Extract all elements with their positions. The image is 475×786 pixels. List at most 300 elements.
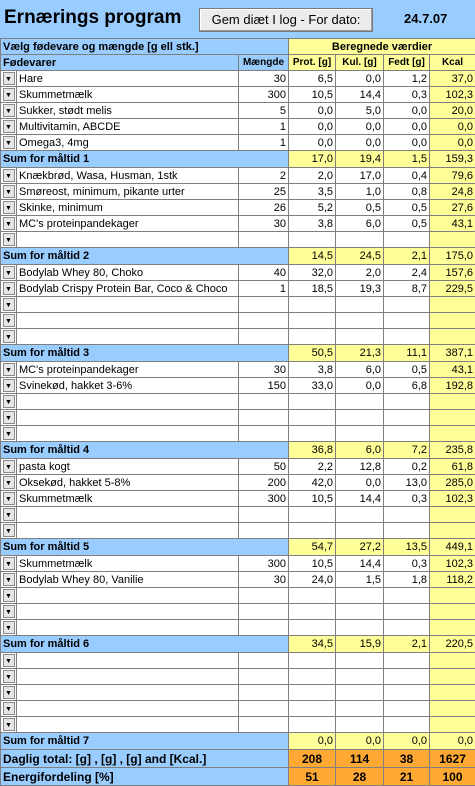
dropdown-arrow-icon[interactable]: ▼ bbox=[3, 573, 15, 586]
amount-cell[interactable]: 300 bbox=[239, 87, 289, 103]
kcal-cell: 43,1 bbox=[430, 216, 475, 232]
amount-cell[interactable] bbox=[239, 523, 289, 539]
food-row bbox=[1, 717, 475, 733]
dropdown-arrow-icon[interactable]: ▼ bbox=[3, 411, 15, 424]
kcal-cell: 102,3 bbox=[430, 87, 475, 103]
food-dropdown-button[interactable] bbox=[1, 459, 17, 475]
sum-fat-cell: 1,5 bbox=[384, 151, 430, 168]
food-dropdown-button[interactable] bbox=[1, 507, 17, 523]
amount-cell[interactable]: 26 bbox=[239, 200, 289, 216]
sum-carbs-cell: 27,2 bbox=[336, 539, 384, 556]
daily-total-row bbox=[1, 750, 475, 768]
fat-cell: 2,4 bbox=[384, 265, 430, 281]
kcal-cell: 37,0 bbox=[430, 71, 475, 87]
sum-protein-cell: 54,7 bbox=[289, 539, 336, 556]
kcal-cell bbox=[430, 588, 475, 604]
amount-cell[interactable]: 40 bbox=[239, 265, 289, 281]
food-row bbox=[1, 653, 475, 669]
carbs-cell: 6,0 bbox=[336, 362, 384, 378]
food-dropdown-button[interactable] bbox=[1, 168, 17, 184]
carbs-cell: 5,0 bbox=[336, 103, 384, 119]
dropdown-arrow-icon[interactable]: ▼ bbox=[3, 621, 15, 634]
dropdown-arrow-icon[interactable]: ▼ bbox=[3, 702, 15, 715]
sum-protein-cell: 50,5 bbox=[289, 345, 336, 362]
food-name-cell[interactable]: Svinekød, hakket 3-6% bbox=[17, 378, 239, 394]
fat-column-header: Fedt [g] bbox=[384, 55, 430, 71]
carbs-cell: 1,0 bbox=[336, 184, 384, 200]
amount-cell[interactable]: 30 bbox=[239, 362, 289, 378]
food-dropdown-button[interactable] bbox=[1, 378, 17, 394]
food-name-cell[interactable] bbox=[17, 410, 239, 426]
food-name-cell[interactable]: Skummetmælk bbox=[17, 556, 239, 572]
dropdown-arrow-icon[interactable]: ▼ bbox=[3, 104, 15, 117]
food-name-cell[interactable] bbox=[17, 394, 239, 410]
amount-cell[interactable] bbox=[239, 685, 289, 701]
fat-cell: 0,4 bbox=[384, 168, 430, 184]
food-column-header: Fødevarer bbox=[1, 55, 239, 71]
dropdown-arrow-icon[interactable]: ▼ bbox=[3, 330, 15, 343]
sum-protein-cell: 34,5 bbox=[289, 636, 336, 653]
sum-carbs-cell: 15,9 bbox=[336, 636, 384, 653]
food-dropdown-button[interactable] bbox=[1, 329, 17, 345]
food-dropdown-button[interactable] bbox=[1, 71, 17, 87]
food-dropdown-button[interactable] bbox=[1, 653, 17, 669]
fat-cell bbox=[384, 620, 430, 636]
kcal-cell bbox=[430, 701, 475, 717]
food-name-cell[interactable]: Bodylab Whey 80, Choko bbox=[17, 265, 239, 281]
kcal-cell: 102,3 bbox=[430, 556, 475, 572]
food-name-cell[interactable]: Bodylab Crispy Protein Bar, Coco & Choco bbox=[17, 281, 239, 297]
sum-fat-cell: 7,2 bbox=[384, 442, 430, 459]
kcal-cell: 285,0 bbox=[430, 475, 475, 491]
kcal-cell: 27,6 bbox=[430, 200, 475, 216]
protein-cell: 3,8 bbox=[289, 362, 336, 378]
dropdown-arrow-icon[interactable]: ▼ bbox=[3, 589, 15, 602]
kcal-cell bbox=[430, 329, 475, 345]
carbs-cell bbox=[336, 410, 384, 426]
protein-cell bbox=[289, 685, 336, 701]
food-dropdown-button[interactable] bbox=[1, 426, 17, 442]
food-dropdown-button[interactable] bbox=[1, 135, 17, 151]
food-name-cell[interactable] bbox=[17, 426, 239, 442]
food-dropdown-button[interactable] bbox=[1, 717, 17, 733]
dropdown-arrow-icon[interactable]: ▼ bbox=[3, 282, 15, 295]
sum-carbs-cell: 0,0 bbox=[336, 733, 384, 750]
amount-cell[interactable] bbox=[239, 426, 289, 442]
dropdown-arrow-icon[interactable]: ▼ bbox=[3, 314, 15, 327]
save-log-button[interactable]: Gem diæt I log - For dato: bbox=[199, 8, 373, 32]
fat-cell: 13,0 bbox=[384, 475, 430, 491]
log-date[interactable]: 24.7.07 bbox=[404, 11, 447, 26]
food-row bbox=[1, 135, 475, 151]
food-dropdown-button[interactable] bbox=[1, 669, 17, 685]
fat-cell: 0,3 bbox=[384, 87, 430, 103]
sum-fat-cell: 0,0 bbox=[384, 733, 430, 750]
food-dropdown-button[interactable] bbox=[1, 556, 17, 572]
food-dropdown-button[interactable] bbox=[1, 701, 17, 717]
kcal-cell bbox=[430, 653, 475, 669]
food-name-cell[interactable] bbox=[17, 297, 239, 313]
kcal-cell: 24,8 bbox=[430, 184, 475, 200]
amount-cell[interactable]: 150 bbox=[239, 378, 289, 394]
fat-cell: 0,8 bbox=[384, 184, 430, 200]
carbs-cell: 2,0 bbox=[336, 265, 384, 281]
sum-kcal-cell: 387,1 bbox=[430, 345, 475, 362]
food-row bbox=[1, 426, 475, 442]
protein-cell: 10,5 bbox=[289, 87, 336, 103]
kcal-cell bbox=[430, 426, 475, 442]
amount-cell[interactable] bbox=[239, 653, 289, 669]
amount-cell[interactable]: 5 bbox=[239, 103, 289, 119]
food-row bbox=[1, 572, 475, 588]
amount-cell[interactable]: 30 bbox=[239, 572, 289, 588]
meal-sum-row bbox=[1, 151, 475, 168]
kcal-cell bbox=[430, 297, 475, 313]
fat-cell: 0,3 bbox=[384, 556, 430, 572]
amount-cell[interactable]: 200 bbox=[239, 475, 289, 491]
dropdown-arrow-icon[interactable]: ▼ bbox=[3, 217, 15, 230]
daily-total-carbs: 114 bbox=[336, 750, 384, 768]
dropdown-arrow-icon[interactable]: ▼ bbox=[3, 120, 15, 133]
kcal-cell: 102,3 bbox=[430, 491, 475, 507]
protein-cell: 10,5 bbox=[289, 556, 336, 572]
food-row bbox=[1, 313, 475, 329]
kcal-cell: 0,0 bbox=[430, 119, 475, 135]
carbs-cell: 0,0 bbox=[336, 119, 384, 135]
food-name-cell[interactable] bbox=[17, 717, 239, 733]
meal-sum-label: Sum for måltid 2 bbox=[1, 248, 289, 265]
food-dropdown-button[interactable] bbox=[1, 685, 17, 701]
food-dropdown-button[interactable] bbox=[1, 265, 17, 281]
kcal-cell bbox=[430, 394, 475, 410]
food-dropdown-button[interactable] bbox=[1, 572, 17, 588]
food-dropdown-button[interactable] bbox=[1, 362, 17, 378]
dropdown-arrow-icon[interactable]: ▼ bbox=[3, 136, 15, 149]
meal-sum-label: Sum for måltid 1 bbox=[1, 151, 289, 168]
sum-carbs-cell: 6,0 bbox=[336, 442, 384, 459]
dropdown-arrow-icon[interactable]: ▼ bbox=[3, 298, 15, 311]
fat-cell bbox=[384, 410, 430, 426]
food-name-cell[interactable]: Smøreost, minimum, pikante urter bbox=[17, 184, 239, 200]
kcal-cell: 229,5 bbox=[430, 281, 475, 297]
energy-distribution-protein: 51 bbox=[289, 768, 336, 786]
protein-cell: 18,5 bbox=[289, 281, 336, 297]
dropdown-arrow-icon[interactable]: ▼ bbox=[3, 492, 15, 505]
kcal-cell: 61,8 bbox=[430, 459, 475, 475]
carbs-cell: 19,3 bbox=[336, 281, 384, 297]
food-name-cell[interactable] bbox=[17, 507, 239, 523]
food-row bbox=[1, 620, 475, 636]
food-row bbox=[1, 265, 475, 281]
kcal-cell: 0,0 bbox=[430, 135, 475, 151]
food-row bbox=[1, 71, 475, 87]
fat-cell bbox=[384, 426, 430, 442]
amount-cell[interactable] bbox=[239, 410, 289, 426]
protein-cell: 32,0 bbox=[289, 265, 336, 281]
fat-cell: 6,8 bbox=[384, 378, 430, 394]
amount-cell[interactable] bbox=[239, 620, 289, 636]
carbs-cell: 1,5 bbox=[336, 572, 384, 588]
food-name-cell[interactable]: Sukker, stødt melis bbox=[17, 103, 239, 119]
food-dropdown-button[interactable] bbox=[1, 232, 17, 248]
fat-cell: 1,8 bbox=[384, 572, 430, 588]
kcal-cell: 79,6 bbox=[430, 168, 475, 184]
carbs-cell bbox=[336, 669, 384, 685]
fat-cell: 0,5 bbox=[384, 200, 430, 216]
protein-cell: 3,5 bbox=[289, 184, 336, 200]
protein-cell bbox=[289, 410, 336, 426]
food-row bbox=[1, 329, 475, 345]
amount-cell[interactable] bbox=[239, 313, 289, 329]
food-dropdown-button[interactable] bbox=[1, 313, 17, 329]
protein-cell bbox=[289, 394, 336, 410]
food-name-cell[interactable] bbox=[17, 588, 239, 604]
protein-cell bbox=[289, 232, 336, 248]
kcal-cell bbox=[430, 410, 475, 426]
amount-cell[interactable]: 1 bbox=[239, 281, 289, 297]
amount-cell[interactable]: 300 bbox=[239, 556, 289, 572]
kcal-cell bbox=[430, 523, 475, 539]
fat-cell bbox=[384, 313, 430, 329]
protein-cell: 5,2 bbox=[289, 200, 336, 216]
nutrition-table bbox=[0, 38, 475, 786]
food-dropdown-button[interactable] bbox=[1, 620, 17, 636]
amount-cell[interactable]: 2 bbox=[239, 168, 289, 184]
dropdown-arrow-icon[interactable]: ▼ bbox=[3, 185, 15, 198]
food-name-cell[interactable] bbox=[17, 620, 239, 636]
carbs-cell: 14,4 bbox=[336, 491, 384, 507]
amount-cell[interactable] bbox=[239, 297, 289, 313]
amount-cell[interactable] bbox=[239, 669, 289, 685]
food-dropdown-button[interactable] bbox=[1, 491, 17, 507]
amount-cell[interactable] bbox=[239, 394, 289, 410]
food-dropdown-button[interactable] bbox=[1, 297, 17, 313]
food-name-cell[interactable]: Skummetmælk bbox=[17, 491, 239, 507]
dropdown-arrow-icon[interactable]: ▼ bbox=[3, 201, 15, 214]
food-row bbox=[1, 232, 475, 248]
sum-protein-cell: 17,0 bbox=[289, 151, 336, 168]
amount-cell[interactable] bbox=[239, 701, 289, 717]
sum-kcal-cell: 449,1 bbox=[430, 539, 475, 556]
food-name-cell[interactable]: Bodylab Whey 80, Vanilie bbox=[17, 572, 239, 588]
sum-carbs-cell: 19,4 bbox=[336, 151, 384, 168]
food-dropdown-button[interactable] bbox=[1, 604, 17, 620]
food-dropdown-button[interactable] bbox=[1, 119, 17, 135]
food-dropdown-button[interactable] bbox=[1, 87, 17, 103]
meal-sum-label: Sum for måltid 4 bbox=[1, 442, 289, 459]
fat-cell: 0,0 bbox=[384, 103, 430, 119]
meal-sum-row bbox=[1, 636, 475, 653]
protein-cell: 6,5 bbox=[289, 71, 336, 87]
protein-cell bbox=[289, 523, 336, 539]
protein-cell: 2,2 bbox=[289, 459, 336, 475]
protein-cell bbox=[289, 701, 336, 717]
dropdown-arrow-icon[interactable]: ▼ bbox=[3, 72, 15, 85]
carbs-cell: 0,0 bbox=[336, 135, 384, 151]
food-name-cell[interactable]: pasta kogt bbox=[17, 459, 239, 475]
dropdown-arrow-icon[interactable]: ▼ bbox=[3, 395, 15, 408]
food-dropdown-button[interactable] bbox=[1, 523, 17, 539]
protein-cell bbox=[289, 297, 336, 313]
food-row bbox=[1, 362, 475, 378]
amount-cell[interactable]: 25 bbox=[239, 184, 289, 200]
food-dropdown-button[interactable] bbox=[1, 394, 17, 410]
fat-cell bbox=[384, 523, 430, 539]
meal-sum-row bbox=[1, 539, 475, 556]
kcal-cell bbox=[430, 232, 475, 248]
food-name-cell[interactable]: Knækbrød, Wasa, Husman, 1stk bbox=[17, 168, 239, 184]
food-name-cell[interactable] bbox=[17, 653, 239, 669]
sum-protein-cell: 0,0 bbox=[289, 733, 336, 750]
food-name-cell[interactable]: Skinke, minimum bbox=[17, 200, 239, 216]
dropdown-arrow-icon[interactable]: ▼ bbox=[3, 654, 15, 667]
fat-cell bbox=[384, 717, 430, 733]
food-dropdown-button[interactable] bbox=[1, 588, 17, 604]
choose-header: Vælg fødevare og mængde [g ell stk.] bbox=[1, 39, 289, 55]
sum-protein-cell: 14,5 bbox=[289, 248, 336, 265]
dropdown-arrow-icon[interactable]: ▼ bbox=[3, 476, 15, 489]
amount-cell[interactable] bbox=[239, 507, 289, 523]
carbs-cell bbox=[336, 507, 384, 523]
protein-cell bbox=[289, 588, 336, 604]
protein-cell: 0,0 bbox=[289, 135, 336, 151]
amount-cell[interactable] bbox=[239, 604, 289, 620]
food-name-cell[interactable]: Multivitamin, ABCDE bbox=[17, 119, 239, 135]
dropdown-arrow-icon[interactable]: ▼ bbox=[3, 686, 15, 699]
dropdown-arrow-icon[interactable]: ▼ bbox=[3, 427, 15, 440]
carbs-cell bbox=[336, 620, 384, 636]
protein-cell bbox=[289, 329, 336, 345]
amount-cell[interactable] bbox=[239, 717, 289, 733]
protein-cell bbox=[289, 313, 336, 329]
food-dropdown-button[interactable] bbox=[1, 475, 17, 491]
carbs-cell: 6,0 bbox=[336, 216, 384, 232]
amount-cell[interactable] bbox=[239, 232, 289, 248]
fat-cell: 1,2 bbox=[384, 71, 430, 87]
carbs-cell bbox=[336, 426, 384, 442]
kcal-cell bbox=[430, 669, 475, 685]
sum-kcal-cell: 220,5 bbox=[430, 636, 475, 653]
food-name-cell[interactable] bbox=[17, 523, 239, 539]
fat-cell bbox=[384, 329, 430, 345]
food-dropdown-button[interactable] bbox=[1, 200, 17, 216]
fat-cell bbox=[384, 653, 430, 669]
dropdown-arrow-icon[interactable]: ▼ bbox=[3, 363, 15, 376]
amount-column-header: Mængde bbox=[239, 55, 289, 71]
title-bar bbox=[0, 0, 475, 39]
food-name-cell[interactable] bbox=[17, 669, 239, 685]
food-row bbox=[1, 556, 475, 572]
protein-cell: 0,0 bbox=[289, 119, 336, 135]
dropdown-arrow-icon[interactable]: ▼ bbox=[3, 88, 15, 101]
protein-cell bbox=[289, 669, 336, 685]
food-name-cell[interactable] bbox=[17, 701, 239, 717]
energy-distribution-label: Energifordeling [%] bbox=[1, 768, 289, 786]
kcal-cell bbox=[430, 507, 475, 523]
carbs-cell: 14,4 bbox=[336, 556, 384, 572]
protein-cell bbox=[289, 507, 336, 523]
fat-cell: 0,5 bbox=[384, 216, 430, 232]
food-name-cell[interactable]: Omega3, 4mg bbox=[17, 135, 239, 151]
food-name-cell[interactable] bbox=[17, 313, 239, 329]
amount-cell[interactable]: 30 bbox=[239, 71, 289, 87]
food-name-cell[interactable] bbox=[17, 604, 239, 620]
amount-cell[interactable]: 300 bbox=[239, 491, 289, 507]
dropdown-arrow-icon[interactable]: ▼ bbox=[3, 379, 15, 392]
fat-cell: 0,3 bbox=[384, 491, 430, 507]
amount-cell[interactable] bbox=[239, 329, 289, 345]
fat-cell bbox=[384, 669, 430, 685]
meal-sum-label: Sum for måltid 3 bbox=[1, 345, 289, 362]
food-row bbox=[1, 475, 475, 491]
dropdown-arrow-icon[interactable]: ▼ bbox=[3, 718, 15, 731]
food-dropdown-button[interactable] bbox=[1, 216, 17, 232]
amount-cell[interactable] bbox=[239, 588, 289, 604]
food-name-cell[interactable]: MC's proteinpandekager bbox=[17, 216, 239, 232]
food-dropdown-button[interactable] bbox=[1, 103, 17, 119]
food-name-cell[interactable] bbox=[17, 232, 239, 248]
fat-cell: 0,0 bbox=[384, 135, 430, 151]
food-dropdown-button[interactable] bbox=[1, 410, 17, 426]
carbs-cell: 12,8 bbox=[336, 459, 384, 475]
food-name-cell[interactable]: Hare bbox=[17, 71, 239, 87]
sum-carbs-cell: 24,5 bbox=[336, 248, 384, 265]
carbs-cell bbox=[336, 329, 384, 345]
kcal-cell: 192,8 bbox=[430, 378, 475, 394]
daily-total-protein: 208 bbox=[289, 750, 336, 768]
food-name-cell[interactable]: MC's proteinpandekager bbox=[17, 362, 239, 378]
food-name-cell[interactable]: Skummetmælk bbox=[17, 87, 239, 103]
carbs-cell bbox=[336, 701, 384, 717]
amount-cell[interactable]: 50 bbox=[239, 459, 289, 475]
meal-sum-row bbox=[1, 442, 475, 459]
amount-cell[interactable]: 1 bbox=[239, 119, 289, 135]
protein-cell: 10,5 bbox=[289, 491, 336, 507]
kcal-cell bbox=[430, 685, 475, 701]
fat-cell bbox=[384, 232, 430, 248]
dropdown-arrow-icon[interactable]: ▼ bbox=[3, 460, 15, 473]
food-name-cell[interactable]: Oksekød, hakket 5-8% bbox=[17, 475, 239, 491]
food-dropdown-button[interactable] bbox=[1, 281, 17, 297]
carbs-cell bbox=[336, 604, 384, 620]
calculated-header: Beregnede værdier bbox=[289, 39, 475, 55]
dropdown-arrow-icon[interactable]: ▼ bbox=[3, 524, 15, 537]
energy-distribution-kcal: 100 bbox=[430, 768, 475, 786]
dropdown-arrow-icon[interactable]: ▼ bbox=[3, 605, 15, 618]
meal-sum-label: Sum for måltid 7 bbox=[1, 733, 289, 750]
meal-sum-label: Sum for måltid 6 bbox=[1, 636, 289, 653]
fat-cell bbox=[384, 701, 430, 717]
food-name-cell[interactable] bbox=[17, 685, 239, 701]
protein-cell: 42,0 bbox=[289, 475, 336, 491]
dropdown-arrow-icon[interactable]: ▼ bbox=[3, 670, 15, 683]
amount-cell[interactable]: 30 bbox=[239, 216, 289, 232]
dropdown-arrow-icon[interactable]: ▼ bbox=[3, 508, 15, 521]
protein-column-header: Prot. [g] bbox=[289, 55, 336, 71]
sum-kcal-cell: 0,0 bbox=[430, 733, 475, 750]
dropdown-arrow-icon[interactable]: ▼ bbox=[3, 169, 15, 182]
food-dropdown-button[interactable] bbox=[1, 184, 17, 200]
food-name-cell[interactable] bbox=[17, 329, 239, 345]
dropdown-arrow-icon[interactable]: ▼ bbox=[3, 233, 15, 246]
protein-cell bbox=[289, 653, 336, 669]
dropdown-arrow-icon[interactable]: ▼ bbox=[3, 557, 15, 570]
fat-cell: 0,2 bbox=[384, 459, 430, 475]
food-row bbox=[1, 200, 475, 216]
amount-cell[interactable]: 1 bbox=[239, 135, 289, 151]
app-title: Ernærings program bbox=[4, 7, 181, 29]
dropdown-arrow-icon[interactable]: ▼ bbox=[3, 266, 15, 279]
